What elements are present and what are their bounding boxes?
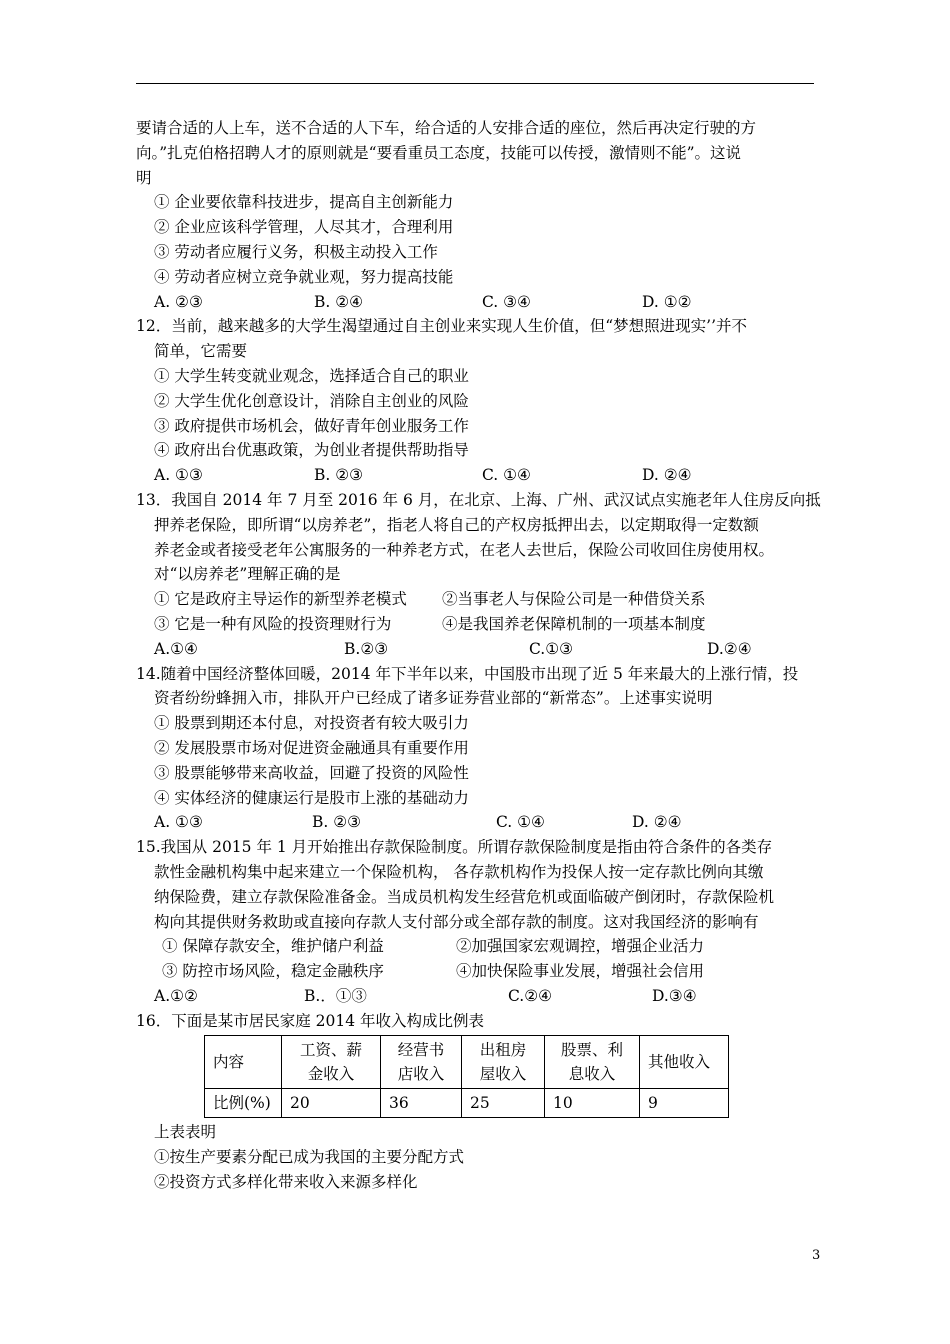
q15-stem: 构向其提供财务救助或直接向存款人支付部分或全部存款的制度。这对我国经济的影响有 xyxy=(154,912,759,931)
q13-item: ① 它是政府主导运作的新型养老模式 xyxy=(154,590,407,609)
q15-option-c: C.②④ xyxy=(508,986,553,1005)
q11-option-a: A. ②③ xyxy=(154,292,203,311)
q16-item: ①按生产要素分配已成为我国的主要分配方式 xyxy=(154,1148,465,1167)
table-cell: 25 xyxy=(462,1089,545,1118)
q14-option-d: D. ②④ xyxy=(632,813,682,832)
q11-item: ② 企业应该科学管理，人尽其才，合理利用 xyxy=(154,218,454,237)
q13-stem: 对“以房养老”理解正确的是 xyxy=(154,565,341,584)
q12-item: ④ 政府出台优惠政策，为创业者提供帮助指导 xyxy=(154,441,469,460)
table-cell: 出租房 屋收入 xyxy=(462,1036,545,1089)
table-cell: 9 xyxy=(640,1089,729,1118)
q15-options xyxy=(136,984,816,1009)
q12-option-d: D. ②④ xyxy=(642,466,692,485)
q15-option-d: D.③④ xyxy=(652,986,697,1005)
q11-option-b: B. ②④ xyxy=(314,292,364,311)
page-number: 3 xyxy=(812,1248,821,1263)
table-cell: 股票、利 息收入 xyxy=(545,1036,640,1089)
q14-item: ③ 股票能够带来高收益，回避了投资的风险性 xyxy=(154,763,469,782)
q14-option-c: C. ①④ xyxy=(496,813,545,832)
q11-item: ③ 劳动者应履行义务，积极主动投入工作 xyxy=(154,242,438,261)
table-cell: 工资、薪 金收入 xyxy=(282,1036,381,1089)
q14-stem: 资者纷纷蜂拥入市，排队开户已经成了诸多证券营业部的“新常态”。上述事实说明 xyxy=(154,689,713,708)
q13-items-row xyxy=(136,612,816,637)
table-row xyxy=(205,1036,729,1089)
q12-stem: 简单，它需要 xyxy=(154,342,248,361)
q14-item: ④ 实体经济的健康运行是股市上涨的基础动力 xyxy=(154,788,469,807)
income-table xyxy=(204,1035,729,1118)
q12-item: ① 大学生转变就业观念，选择适合自己的职业 xyxy=(154,366,469,385)
q15-stem: 款性金融机构集中起来建立一个保险机构， 各存款机构作为投保人按一定存款比例向其缴 xyxy=(154,862,764,881)
table-cell: 36 xyxy=(381,1089,462,1118)
page-content xyxy=(136,116,821,1195)
q12-item: ③ 政府提供市场机会，做好青年创业服务工作 xyxy=(154,416,469,435)
table-cell: 20 xyxy=(282,1089,381,1118)
q12-option-c: C. ①④ xyxy=(482,466,531,485)
q13-stem: 养老金或者接受老年公寓服务的一种养老方式，在老人去世后，保险公司收回住房使用权。 xyxy=(154,540,775,559)
q14-stem: 14.随着中国经济整体回暖，2014 年下半年以来，中国股市出现了近 5 年来最大的上涨行情，投 xyxy=(136,664,799,683)
q13-option-a: A.①④ xyxy=(154,639,198,658)
q13-stem: 13．我国自 2014 年 7 月至 2016 年 6 月，在北京、上海、广州、武汉试点实施老年人住房反向抵 xyxy=(136,490,821,509)
q11-option-c: C. ③④ xyxy=(482,292,531,311)
q14-item: ① 股票到期还本付息，对投资者有较大吸引力 xyxy=(154,714,469,733)
q15-items-row xyxy=(136,959,816,984)
q13-options xyxy=(136,637,816,662)
q15-option-a: A.①② xyxy=(154,986,198,1005)
q14-option-a: A. ①③ xyxy=(154,813,203,832)
q13-item: ④是我国养老保障机制的一项基本制度 xyxy=(442,614,706,633)
q13-stem: 押养老保险，即所谓“以房养老”，指老人将自己的产权房抵押出去，以定期取得一定数额 xyxy=(154,515,759,534)
q12-item: ② 大学生优化创意设计，消除自主创业的风险 xyxy=(154,391,469,410)
q15-item: ②加强国家宏观调控，增强企业活力 xyxy=(456,937,705,956)
q12-option-b: B. ②③ xyxy=(314,466,364,485)
q15-items-row xyxy=(136,934,816,959)
table-cell: 其他收入 xyxy=(640,1036,729,1089)
q15-item: ① 保障存款安全，维护储户利益 xyxy=(162,937,384,956)
q15-option-b: B.．①③ xyxy=(304,986,367,1005)
q12-option-a: A. ①③ xyxy=(154,466,203,485)
q15-item: ④加快保险事业发展，增强社会信用 xyxy=(456,962,705,981)
q16-item: ②投资方式多样化带来收入来源多样化 xyxy=(154,1173,418,1192)
table-row xyxy=(205,1089,729,1118)
table-cell: 10 xyxy=(545,1089,640,1118)
table-cell: 内容 xyxy=(205,1036,282,1089)
q12-stem: 12．当前，越来越多的大学生渴望通过自主创业来实现人生价值，但“梦想照进现实’’并不 xyxy=(136,317,748,336)
q11-item: ④ 劳动者应树立竞争就业观，努力提高技能 xyxy=(154,267,454,286)
q16-after: 上表表明 xyxy=(154,1123,217,1142)
q13-option-b: B.②③ xyxy=(344,639,389,658)
q14-option-b: B. ②③ xyxy=(312,813,362,832)
q14-options xyxy=(136,810,816,835)
q11-option-d: D. ①② xyxy=(642,292,692,311)
q11-options xyxy=(136,290,816,315)
table-cell: 比例(%) xyxy=(205,1089,282,1118)
q15-stem: 15.我国从 2015 年 1 月开始推出存款保险制度。所谓存款保险制度是指由符合条件的各类存 xyxy=(136,838,773,857)
q13-item: ③ 它是一种有风险的投资理财行为 xyxy=(154,614,392,633)
q13-option-d: D.②④ xyxy=(707,639,752,658)
q15-stem: 纳保险费，建立存款保险准备金。当成员机构发生经营危机或面临破产倒闭时，存款保险机 xyxy=(154,887,775,906)
q11-line: 向。”扎克伯格招聘人才的原则就是“要看重员工态度，技能可以传授，激情则不能”。这说 xyxy=(136,143,742,162)
q12-options xyxy=(136,463,816,488)
q13-option-c: C.①③ xyxy=(529,639,574,658)
q13-item: ②当事老人与保险公司是一种借贷关系 xyxy=(442,590,706,609)
table-cell: 经营书 店收入 xyxy=(381,1036,462,1089)
q14-item: ② 发展股票市场对促进资金融通具有重要作用 xyxy=(154,738,469,757)
q11-line: 要请合适的人上车，送不合适的人下车，给合适的人安排合适的座位，然后再决定行驶的方 xyxy=(136,119,757,137)
q16-stem: 16．下面是某市居民家庭 2014 年收入构成比例表 xyxy=(136,1011,485,1030)
header-rule xyxy=(136,83,814,84)
q13-items-row xyxy=(136,587,816,612)
q15-item: ③ 防控市场风险，稳定金融秩序 xyxy=(162,962,384,981)
q11-item: ① 企业要依靠科技进步，提高自主创新能力 xyxy=(154,193,454,212)
q11-line: 明 xyxy=(136,168,152,187)
